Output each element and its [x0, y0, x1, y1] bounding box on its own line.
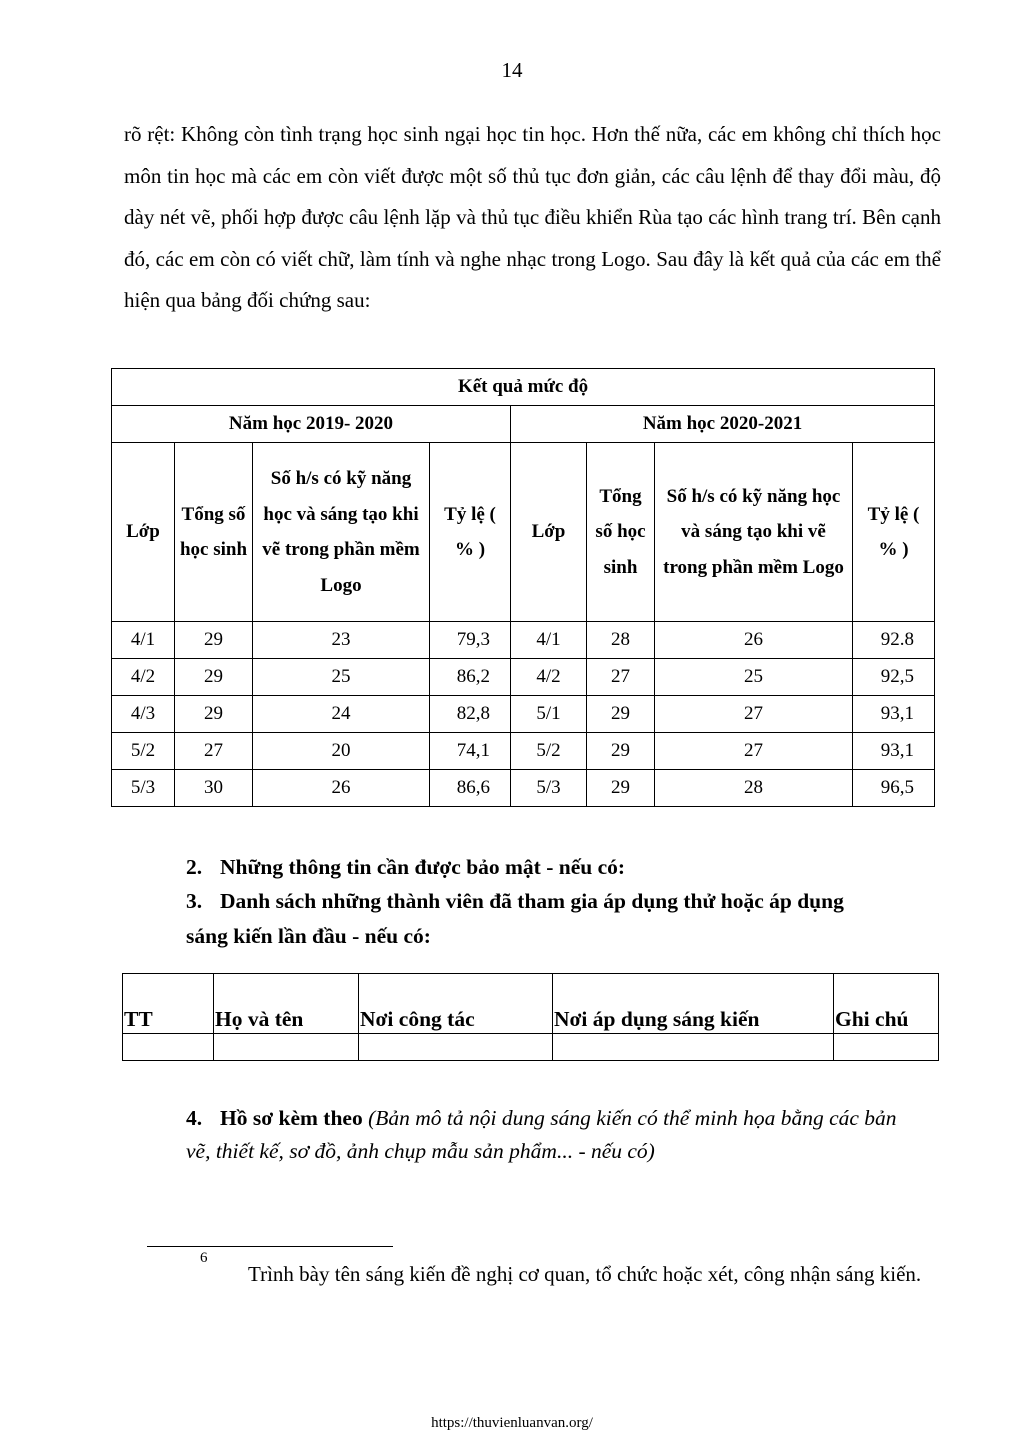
section-3-heading: 3. Danh sách những thành viên đã tham gia áp dụng thử hoặc áp dụng sáng kiến lần đầu - nếu có:	[186, 889, 844, 948]
header-ty-le: Tỷ lệ ( % )	[430, 443, 511, 622]
table-cell: 30	[175, 770, 253, 807]
section-4: 4. Hồ sơ kèm theo (Bản mô tả nội dung sáng kiến có thể minh họa bằng các bản vẽ, thiết kế, sơ đồ, ảnh chụp mẫu sản phẩm... - nếu có)	[186, 1106, 897, 1163]
table-cell: 74,1	[430, 733, 511, 770]
header-ty-le: Tỷ lệ ( % )	[853, 443, 935, 622]
section-2-heading: 2. Những thông tin cần được bảo mật - nếu có:	[186, 855, 626, 879]
table-cell: 29	[587, 770, 655, 807]
header-lop: Lớp	[511, 443, 587, 622]
table-cell: 29	[175, 622, 253, 659]
table-cell: 4/1	[511, 622, 587, 659]
table-cell: 4/1	[112, 622, 175, 659]
member-empty-row	[123, 1034, 939, 1061]
table-row	[112, 696, 935, 733]
footnote-text: Trình bày tên sáng kiến đề nghị cơ quan, tổ chức hoặc xét, công nhận sáng kiến.	[248, 1262, 922, 1286]
member-header-tt: TT	[123, 974, 214, 1034]
table-cell: 5/3	[511, 770, 587, 807]
table-cell: 20	[253, 733, 430, 770]
header-so-hs: Số h/s có kỹ năng học và sáng tạo khi vẽ trong phần mềm Logo	[655, 443, 853, 622]
table-cell: 92.8	[853, 622, 935, 659]
table-cell: 5/3	[112, 770, 175, 807]
table-row	[112, 770, 935, 807]
table-cell: 92,5	[853, 659, 935, 696]
header-lop: Lớp	[112, 443, 175, 622]
table-row	[112, 622, 935, 659]
table-cell: 5/2	[112, 733, 175, 770]
result-table	[111, 368, 935, 807]
member-header-noi-ap-dung: Nơi áp dụng sáng kiến	[553, 974, 834, 1034]
table-cell: 28	[655, 770, 853, 807]
table-cell: 26	[253, 770, 430, 807]
table-cell: 28	[587, 622, 655, 659]
table-cell: 82,8	[430, 696, 511, 733]
table-cell: 86,2	[430, 659, 511, 696]
page-number: 14	[501, 58, 523, 82]
table-cell: 93,1	[853, 733, 935, 770]
table-row	[112, 733, 935, 770]
table-cell: 29	[587, 733, 655, 770]
table-cell: 86,6	[430, 770, 511, 807]
table-cell: 27	[655, 733, 853, 770]
header-so-hs: Số h/s có kỹ năng học và sáng tạo khi vẽ trong phần mềm Logo	[253, 443, 430, 622]
footnote-separator	[147, 1246, 393, 1247]
table-cell: 29	[175, 659, 253, 696]
table-cell: 24	[253, 696, 430, 733]
table-cell: 29	[587, 696, 655, 733]
member-header-noi-cong-tac: Nơi công tác	[359, 974, 553, 1034]
table-cell: 27	[175, 733, 253, 770]
table-cell: 23	[253, 622, 430, 659]
year-header-2020: Năm học 2020-2021	[511, 406, 935, 443]
table-cell: 29	[175, 696, 253, 733]
table-cell: 4/2	[511, 659, 587, 696]
table-cell: 27	[655, 696, 853, 733]
table-cell: 4/2	[112, 659, 175, 696]
table-cell: 93,1	[853, 696, 935, 733]
table-cell: 96,5	[853, 770, 935, 807]
member-table	[122, 973, 939, 1061]
table-row	[112, 659, 935, 696]
body-paragraph: rõ rệt: Không còn tình trạng học sinh ngại học tin học. Hơn thế nữa, các em không chỉ thích học môn tin học mà các em còn viết được một số thủ tục đơn giản, các câu lệnh để thay đổi màu, độ dày nét vẽ, phối hợp được câu lệnh lặp và thủ tục điều khiển Rùa tạo các hình trang trí. Bên cạnh đó, các em còn có viết chữ, làm tính và nghe nhạc trong Logo. Sau đây là kết quả của các em thể hiện qua bảng đối chứng sau:	[124, 122, 941, 312]
member-header-ho-ten: Họ và tên	[214, 974, 359, 1034]
table-cell: 27	[587, 659, 655, 696]
header-tong-so: Tổng số học sinh	[175, 443, 253, 622]
year-header-2019: Năm học 2019- 2020	[112, 406, 511, 443]
table-cell: 25	[253, 659, 430, 696]
table-cell: 26	[655, 622, 853, 659]
table-cell: 5/1	[511, 696, 587, 733]
table-cell: 5/2	[511, 733, 587, 770]
table-cell: 4/3	[112, 696, 175, 733]
footnote-number: 6	[200, 1250, 208, 1266]
footer-url: https://thuvienluanvan.org/	[431, 1415, 593, 1431]
member-header-ghi-chu: Ghi chú	[834, 974, 939, 1034]
table-cell: 79,3	[430, 622, 511, 659]
header-tong-so: Tổng số học sinh	[587, 443, 655, 622]
table-title: Kết quả mức độ	[112, 369, 935, 406]
table-cell: 25	[655, 659, 853, 696]
